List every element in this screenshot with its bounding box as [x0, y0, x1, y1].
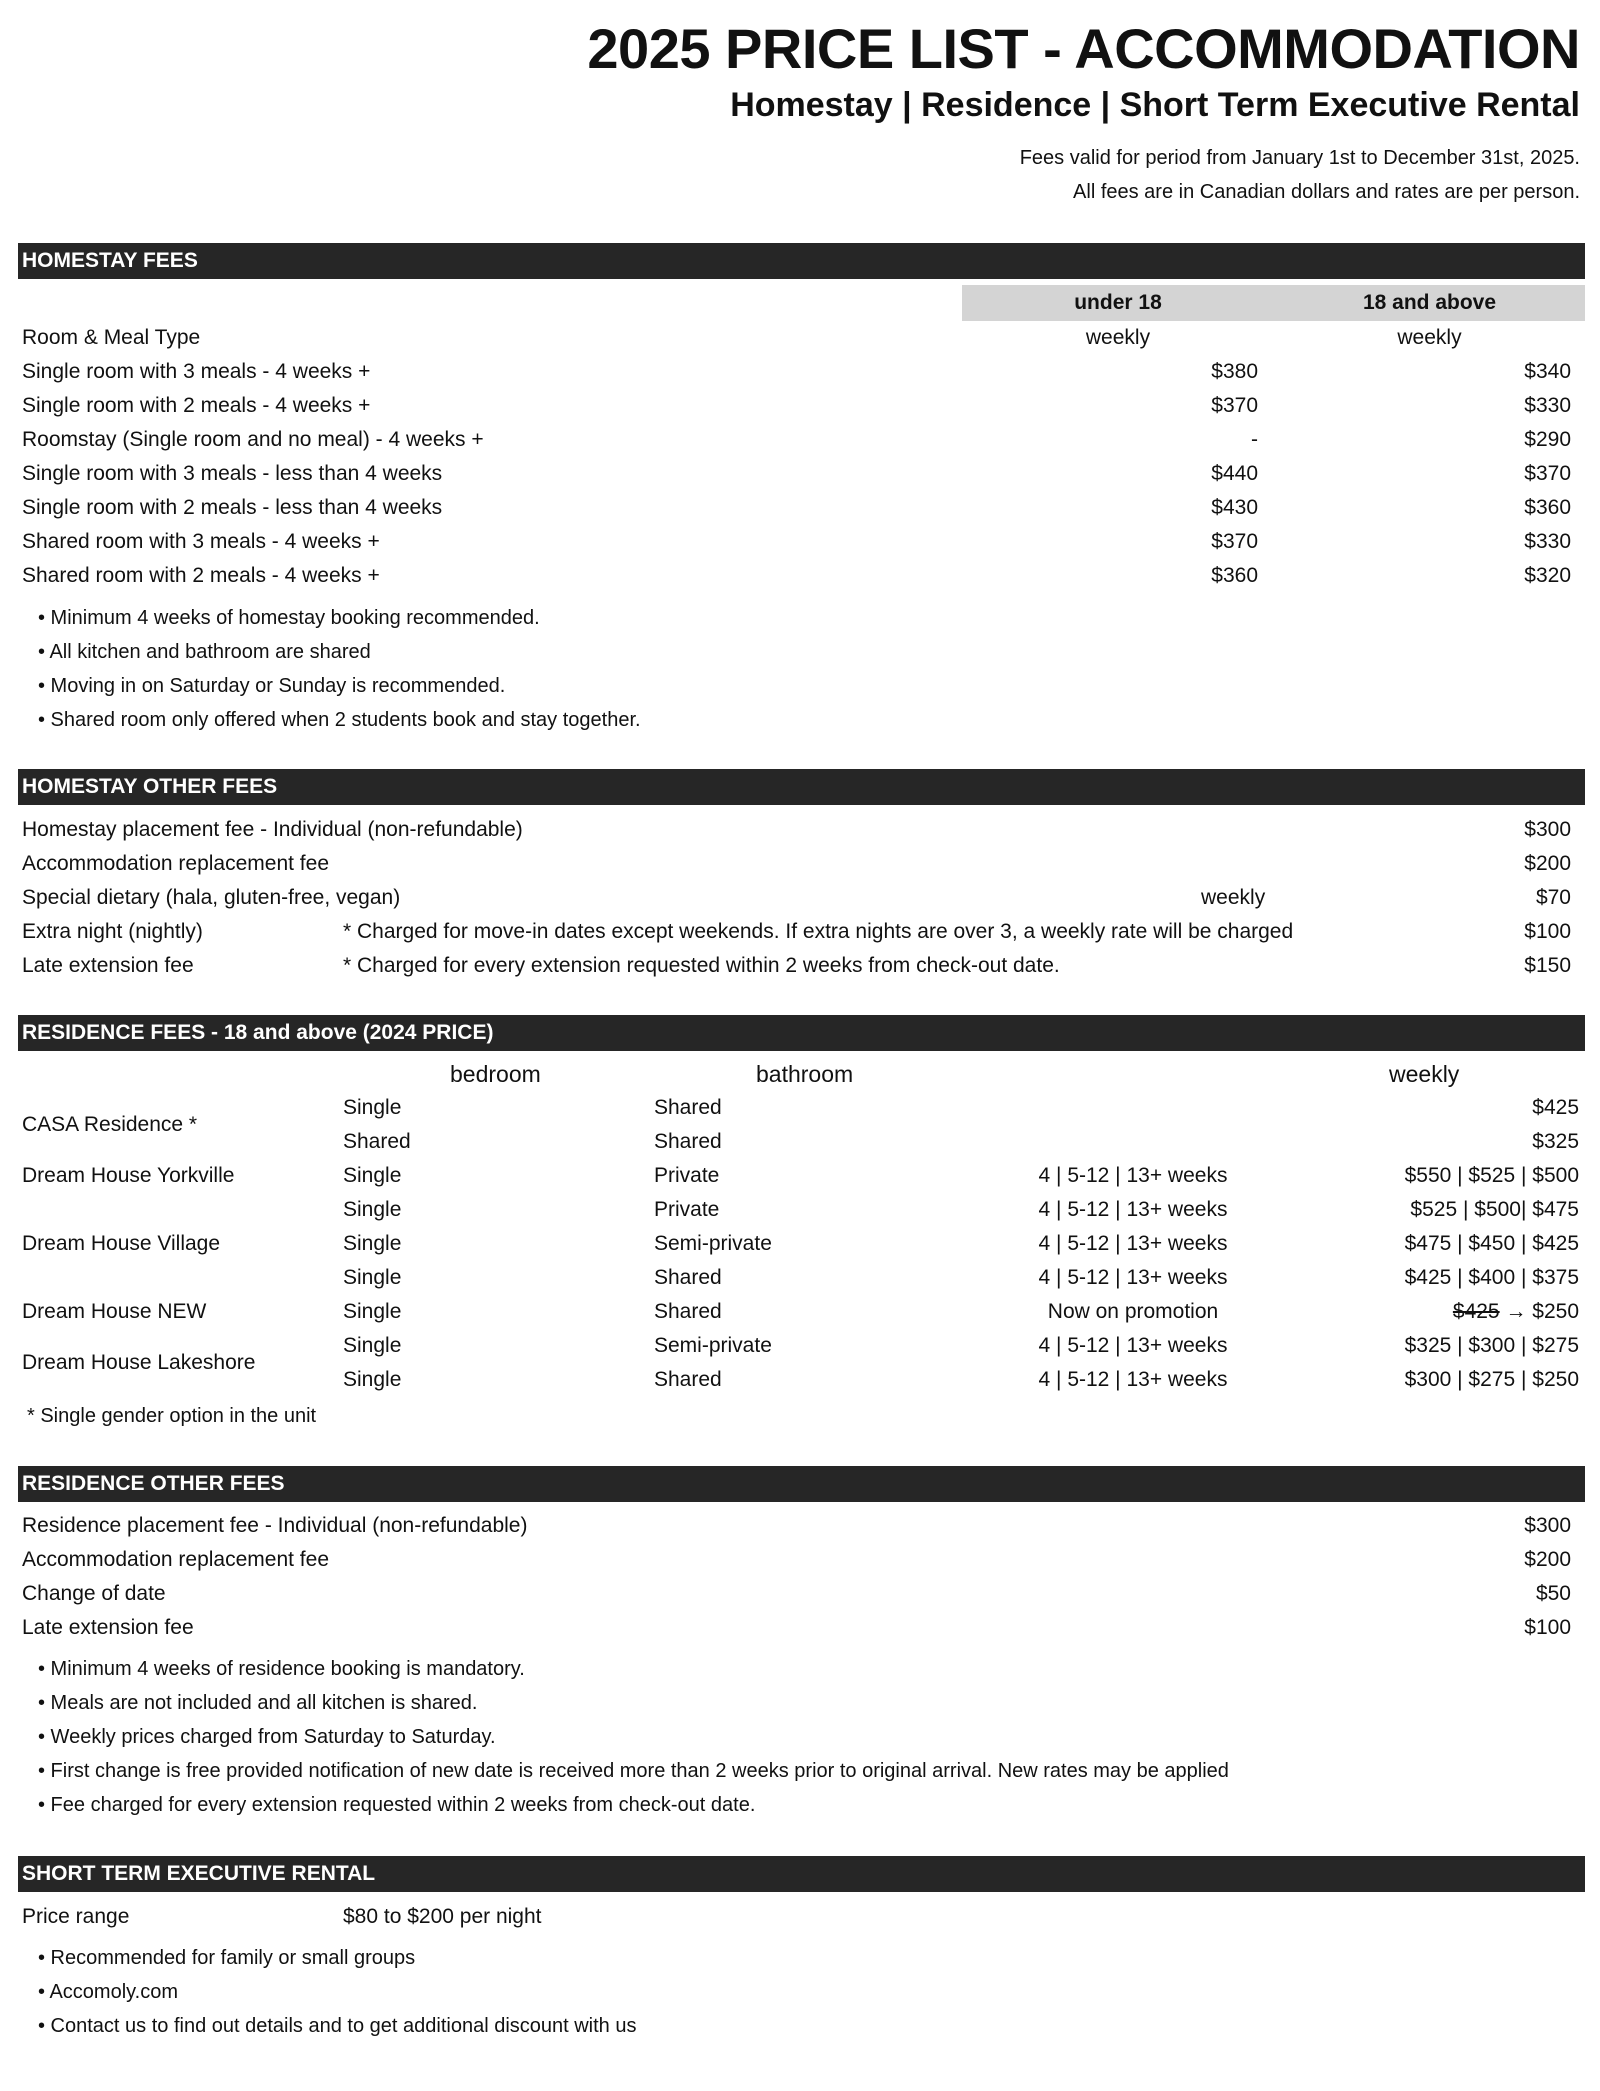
table-row — [18, 1900, 1585, 1934]
bathroom-cell: Semi-private — [654, 1232, 772, 1255]
fee-label: Accommodation replacement fee — [22, 852, 329, 875]
table-row — [18, 423, 1585, 457]
section-header-residence-other: RESIDENCE OTHER FEES — [18, 1466, 1585, 1502]
fee-label: Late extension fee — [22, 1616, 194, 1639]
table-row — [18, 1193, 1585, 1227]
room-type: Roomstay (Single room and no meal) - 4 weeks + — [22, 428, 484, 451]
price-range-value: $80 to $200 per night — [343, 1905, 542, 1928]
weekly-label-under18: weekly — [1085, 326, 1151, 349]
table-row — [18, 1091, 1585, 1125]
bedroom-cell: Single — [343, 1096, 402, 1119]
table-row — [18, 1509, 1585, 1543]
bedroom-cell: Shared — [343, 1130, 411, 1153]
bathroom-cell: Semi-private — [654, 1334, 772, 1357]
price-under18: $380 — [1211, 360, 1258, 383]
page-subtitle: Homestay | Residence | Short Term Executive Rental — [730, 86, 1580, 124]
price-range-label: Price range — [22, 1905, 130, 1928]
bedroom-cell: Single — [343, 1334, 402, 1357]
fee-label: Accommodation replacement fee — [22, 1548, 329, 1571]
table-row — [18, 1159, 1585, 1193]
list-item: • Fee charged for every extension requested within 2 weeks from check-out date. — [38, 1794, 756, 1816]
col-header-bathroom: bathroom — [756, 1061, 854, 1087]
fee-label: Extra night (nightly) — [22, 920, 203, 943]
room-type: Shared room with 2 meals - 4 weeks + — [22, 564, 380, 587]
room-type: Single room with 2 meals - less than 4 weeks — [22, 496, 443, 519]
fee-note: weekly — [1201, 886, 1266, 909]
fee-price: $150 — [1524, 954, 1571, 977]
table-row — [18, 525, 1585, 559]
weeks-cell: 4 | 5-12 | 13+ weeks — [1038, 1198, 1228, 1221]
residence-col-headers — [18, 1057, 1585, 1091]
price-cell: $425 | $400 | $375 — [1404, 1266, 1579, 1289]
fee-label: Special dietary (hala, gluten-free, vegan) — [22, 886, 401, 909]
price-cell: $525 | $500| $475 — [1410, 1198, 1579, 1221]
list-item: • Minimum 4 weeks of residence booking is mandatory. — [38, 1658, 525, 1680]
fee-price: $300 — [1524, 818, 1571, 841]
table-row — [18, 1329, 1585, 1363]
weeks-cell: 4 | 5-12 | 13+ weeks — [1038, 1266, 1228, 1289]
price-cell: $475 | $450 | $425 — [1404, 1232, 1579, 1255]
section-header-homestay: HOMESTAY FEES — [18, 243, 1585, 279]
table-row — [18, 1543, 1585, 1577]
list-item: • Moving in on Saturday or Sunday is recommended. — [38, 675, 506, 697]
room-type: Single room with 3 meals - 4 weeks + — [22, 360, 371, 383]
weekly-label-18above: weekly — [1397, 326, 1462, 349]
bathroom-cell: Shared — [654, 1096, 722, 1119]
bathroom-cell: Shared — [654, 1368, 722, 1391]
bedroom-cell: Single — [343, 1164, 402, 1187]
section-header-executive: SHORT TERM EXECUTIVE RENTAL — [18, 1856, 1585, 1892]
table-row — [18, 847, 1585, 881]
fee-price: $100 — [1524, 920, 1571, 943]
col-header-under18: under 18 — [962, 285, 1274, 321]
residence-name-text: Dream House Yorkville — [22, 1164, 235, 1187]
list-item: • Weekly prices charged from Saturday to Saturday. — [38, 1726, 496, 1748]
price-under18: $370 — [1211, 530, 1258, 553]
section-header-residence: RESIDENCE FEES - 18 and above (2024 PRICE) — [18, 1015, 1585, 1051]
price-18above: $340 — [1524, 360, 1571, 383]
list-item: • First change is free provided notification of new date is received more than 2 weeks prior to original arrival. New rates may be applied — [38, 1760, 1229, 1782]
new-price: → $250 — [1499, 1300, 1579, 1323]
fee-price: $70 — [1535, 886, 1571, 909]
room-type: Shared room with 3 meals - 4 weeks + — [22, 530, 380, 553]
fee-label: Change of date — [22, 1582, 166, 1605]
price-18above: $330 — [1524, 530, 1571, 553]
bedroom-cell: Single — [343, 1232, 402, 1255]
price-under18: $440 — [1211, 462, 1258, 485]
list-item: • Accomoly.com — [38, 1981, 178, 2003]
price-cell: $325 | $300 | $275 — [1404, 1334, 1579, 1357]
col-header-bedroom: bedroom — [450, 1061, 541, 1087]
table-row — [18, 1611, 1585, 1645]
fee-price: $50 — [1535, 1582, 1571, 1605]
weeks-cell: 4 | 5-12 | 13+ weeks — [1038, 1368, 1228, 1391]
fee-label: Homestay placement fee - Individual (non-refundable) — [22, 818, 523, 841]
col-header-18above: 18 and above — [1274, 285, 1585, 321]
list-item: • All kitchen and bathroom are shared — [38, 641, 371, 663]
bedroom-cell: Single — [343, 1198, 402, 1221]
table-row — [18, 1577, 1585, 1611]
bedroom-cell: Single — [343, 1368, 402, 1391]
bathroom-cell: Shared — [654, 1130, 722, 1153]
col-header-weekly: weekly — [1389, 1061, 1460, 1087]
table-row — [18, 355, 1585, 389]
residence-name-text: Dream House Lakeshore — [22, 1351, 256, 1374]
table-row — [18, 389, 1585, 423]
weeks-cell: 4 | 5-12 | 13+ weeks — [1038, 1232, 1228, 1255]
bedroom-cell: Single — [343, 1300, 402, 1323]
price-under18: $430 — [1211, 496, 1258, 519]
table-row — [18, 1261, 1585, 1295]
promo-price-cell — [1453, 1295, 1579, 1329]
price-under18: - — [1251, 428, 1258, 451]
price-cell: $550 | $525 | $500 — [1404, 1164, 1579, 1187]
table-row — [18, 457, 1585, 491]
table-row — [18, 915, 1585, 949]
residence-name-text: Dream House Village — [22, 1232, 221, 1255]
residence-name-text: CASA Residence * — [22, 1113, 198, 1136]
weeks-cell: Now on promotion — [1047, 1300, 1219, 1323]
room-meal-type-label: Room & Meal Type — [22, 326, 201, 349]
old-price: $425 — [1452, 1300, 1500, 1323]
list-item: • Meals are not included and all kitchen is shared. — [38, 1692, 478, 1714]
bedroom-cell: Single — [343, 1266, 402, 1289]
section-header-homestay-other: HOMESTAY OTHER FEES — [18, 769, 1585, 805]
table-row — [18, 1125, 1585, 1159]
table-row — [18, 813, 1585, 847]
bathroom-cell: Private — [654, 1198, 720, 1221]
price-18above: $330 — [1524, 394, 1571, 417]
table-row — [18, 491, 1585, 525]
fee-price: $200 — [1524, 1548, 1571, 1571]
table-row — [18, 881, 1585, 915]
price-cell: $300 | $275 | $250 — [1404, 1368, 1579, 1391]
room-type: Single room with 3 meals - less than 4 weeks — [22, 462, 443, 485]
price-18above: $360 — [1524, 496, 1571, 519]
table-row — [18, 949, 1585, 983]
fee-note: * Charged for move-in dates except weekends. If extra nights are over 3, a weekly rate will be charged — [343, 920, 1294, 943]
list-item: • Shared room only offered when 2 students book and stay together. — [38, 709, 641, 731]
table-row — [18, 1227, 1585, 1261]
residence-name-text: Dream House NEW — [22, 1300, 207, 1323]
fee-note: * Charged for every extension requested within 2 weeks from check-out date. — [343, 954, 1060, 977]
currency-note: All fees are in Canadian dollars and rates are per person. — [1073, 181, 1580, 203]
residence-footnote: * Single gender option in the unit — [27, 1405, 317, 1427]
room-type: Single room with 2 meals - 4 weeks + — [22, 394, 371, 417]
table-row — [18, 1295, 1585, 1329]
fee-price: $300 — [1524, 1514, 1571, 1537]
price-cell: $325 — [1532, 1130, 1579, 1153]
price-18above: $290 — [1524, 428, 1571, 451]
list-item: • Recommended for family or small groups — [38, 1947, 416, 1969]
weeks-cell: 4 | 5-12 | 13+ weeks — [1038, 1334, 1228, 1357]
table-row — [18, 1363, 1585, 1397]
list-item: • Minimum 4 weeks of homestay booking recommended. — [38, 607, 540, 629]
price-under18: $370 — [1211, 394, 1258, 417]
validity-note: Fees valid for period from January 1st to December 31st, 2025. — [1019, 147, 1580, 169]
price-cell: $425 — [1532, 1096, 1579, 1119]
fee-price: $100 — [1524, 1616, 1571, 1639]
price-18above: $320 — [1524, 564, 1571, 587]
list-item: • Contact us to find out details and to get additional discount with us — [38, 2015, 637, 2037]
homestay-subheader-row — [18, 321, 1585, 355]
fee-label: Late extension fee — [22, 954, 194, 977]
bathroom-cell: Shared — [654, 1300, 722, 1323]
price-18above: $370 — [1524, 462, 1571, 485]
bathroom-cell: Private — [654, 1164, 720, 1187]
fee-price: $200 — [1524, 852, 1571, 875]
fee-label: Residence placement fee - Individual (non-refundable) — [22, 1514, 528, 1537]
price-under18: $360 — [1211, 564, 1258, 587]
weeks-cell: 4 | 5-12 | 13+ weeks — [1038, 1164, 1228, 1187]
page-title: 2025 PRICE LIST - ACCOMMODATION — [587, 17, 1580, 80]
bathroom-cell: Shared — [654, 1266, 722, 1289]
table-row — [18, 559, 1585, 593]
